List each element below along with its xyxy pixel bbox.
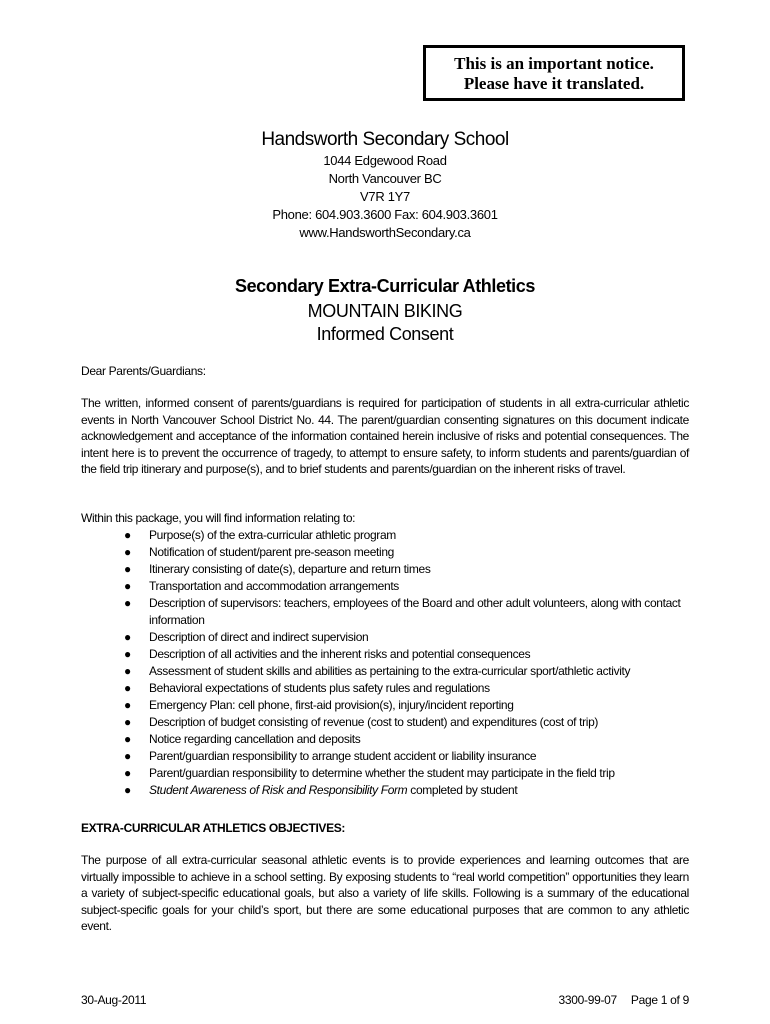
list-intro: Within this package, you will find information relating to: xyxy=(81,511,356,525)
list-item: ● Itinerary consisting of date(s), departure and return times xyxy=(124,562,431,576)
bullet-icon: ● xyxy=(124,681,131,695)
list-item: ● Assessment of student skills and abilities as pertaining to the extra-curricular sport/athletic activity xyxy=(124,664,631,678)
list-item: ● Description of budget consisting of revenue (cost to student) and expenditures (cost of trip) xyxy=(124,715,599,729)
list-item: ● Emergency Plan: cell phone, first-aid provision(s), injury/incident reporting xyxy=(124,698,514,712)
list-item: ● Student Awareness of Risk and Responsibility Form completed by student xyxy=(124,783,518,797)
list-item: ● Purpose(s) of the extra-curricular athletic program xyxy=(124,528,396,542)
school-city: North Vancouver BC xyxy=(328,171,442,186)
bullet-icon: ● xyxy=(124,596,131,610)
document-title: Secondary Extra-Curricular Athletics xyxy=(234,276,536,296)
list-item: ● Transportation and accommodation arrangements xyxy=(124,579,399,593)
notice-line-2: Please have it translated. xyxy=(463,74,645,93)
bullet-icon: ● xyxy=(124,766,131,780)
footer-date: 30-Aug-2011 xyxy=(81,993,147,1007)
bullet-icon: ● xyxy=(124,715,131,729)
list-item: ● Description of direct and indirect supervision xyxy=(124,630,369,644)
list-item: ● Parent/guardian responsibility to arrange student accident or liability insurance xyxy=(124,749,537,763)
bullet-icon: ● xyxy=(124,630,131,644)
bullet-icon: ● xyxy=(124,664,131,678)
document-subtitle xyxy=(0,300,770,346)
school-website: www.HandsworthSecondary.ca xyxy=(299,225,471,240)
translation-notice xyxy=(423,45,685,101)
bullet-icon: ● xyxy=(124,783,131,797)
footer-page-info xyxy=(540,993,689,1007)
list-item: ● Notice regarding cancellation and deposits xyxy=(124,732,361,746)
school-name: Handsworth Secondary School xyxy=(261,129,509,150)
bullet-icon: ● xyxy=(124,562,131,576)
footer-doc-code: 3300-99-07 xyxy=(558,993,617,1007)
bullet-icon: ● xyxy=(124,579,131,593)
footer-page-number: Page 1 of 9 xyxy=(630,993,689,1007)
school-address xyxy=(0,152,770,242)
bullet-icon: ● xyxy=(124,528,131,542)
bullet-icon: ● xyxy=(124,749,131,763)
bullet-icon: ● xyxy=(124,732,131,746)
greeting: Dear Parents/Guardians: xyxy=(81,364,206,378)
school-postal: V7R 1Y7 xyxy=(360,189,410,204)
list-item: ● Description of supervisors: teachers, employees of the Board and other adult volunteers, along with contact information xyxy=(124,596,681,627)
package-contents-list xyxy=(122,527,692,799)
objectives-paragraph: The purpose of all extra-curricular seasonal athletic events is to provide experiences and learning outcomes that are virtually impossible to achieve in a school setting. By exposing students to “real world competition” opportunities they learn a variety of subject-specific educational goals, but also a variety of life skills. Following is a summary of the educational subject-specific goals for your child’s sport, but there are some educational purposes that are common to any athletic event. xyxy=(81,853,689,933)
list-item: ● Notification of student/parent pre-season meeting xyxy=(124,545,395,559)
form-name: Student Awareness of Risk and Responsibility Form xyxy=(149,783,408,797)
document-sport: MOUNTAIN BIKING xyxy=(307,301,463,321)
list-item: ● Parent/guardian responsibility to determine whether the student may participate in the field trip xyxy=(124,766,615,780)
school-street: 1044 Edgewood Road xyxy=(323,153,447,168)
bullet-icon: ● xyxy=(124,698,131,712)
notice-line-1: This is an important notice. xyxy=(454,54,654,73)
objectives-heading: EXTRA-CURRICULAR ATHLETICS OBJECTIVES: xyxy=(81,821,346,835)
bullet-icon: ● xyxy=(124,647,131,661)
document-form-type: Informed Consent xyxy=(316,324,454,344)
list-item: ● Behavioral expectations of students plus safety rules and regulations xyxy=(124,681,490,695)
list-item: ● Description of all activities and the inherent risks and potential consequences xyxy=(124,647,531,661)
school-phone-fax: Phone: 604.903.3600 Fax: 604.903.3601 xyxy=(272,207,498,222)
bullet-icon: ● xyxy=(124,545,131,559)
consent-paragraph: The written, informed consent of parents/guardians is required for participation of students in all extra-curricular athletic events in North Vancouver School District No. 44. The parent/guardian consenting signatures on this document indicate acknowledgement and acceptance of the information contained herein inclusive of risks and potential consequences. The intent here is to prevent the occurrence of tragedy, to attempt to ensure safety, to inform students and parents/guardian of the field trip itinerary and purpose(s), and to brief students and parents/guardian on the inherent risks of travel. xyxy=(81,396,689,476)
